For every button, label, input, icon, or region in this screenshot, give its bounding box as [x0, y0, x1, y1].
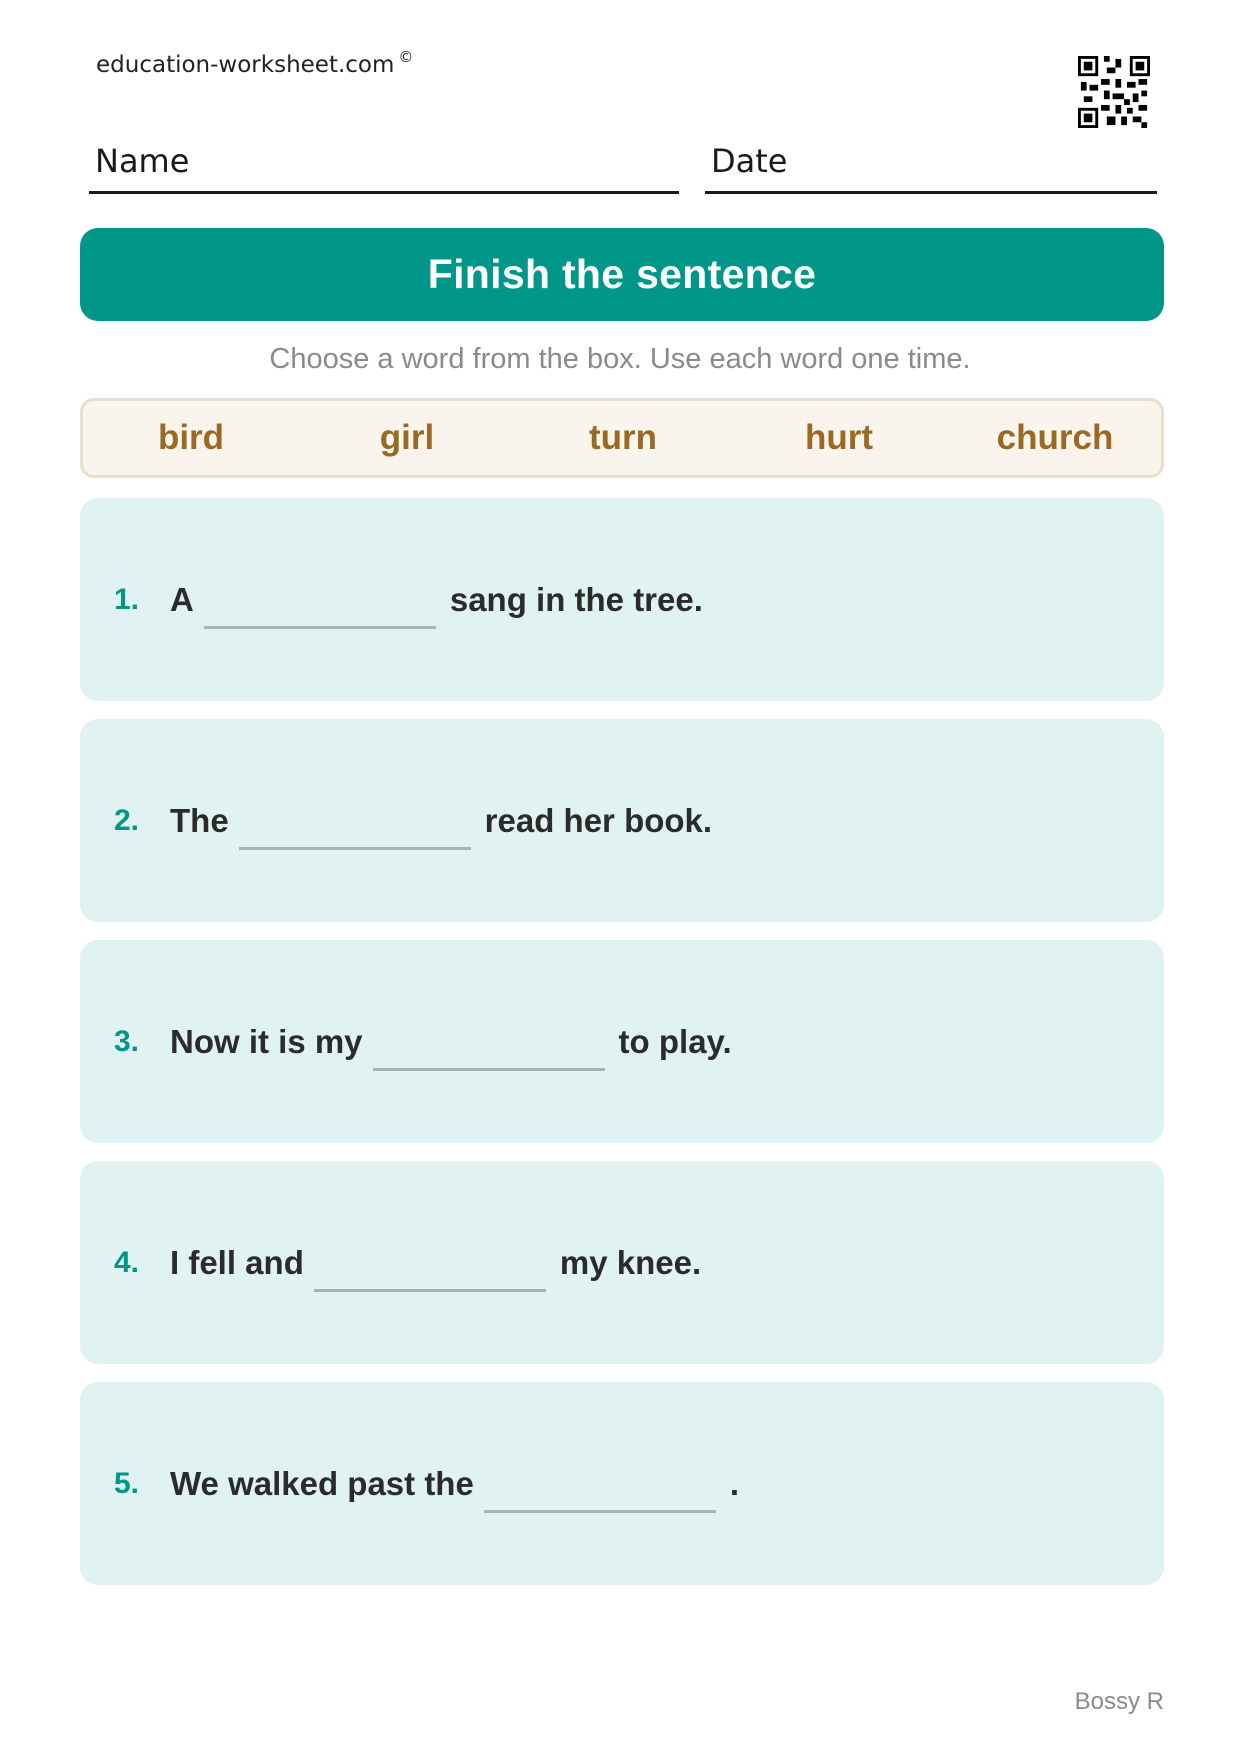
word-bank-item: turn — [588, 418, 658, 457]
site-credit — [96, 48, 413, 78]
word-bank-item: hurt — [804, 418, 874, 457]
copyright-mark: © — [398, 48, 414, 66]
qr-code-icon — [1078, 56, 1150, 128]
question-text-before: I fell and — [170, 1243, 304, 1281]
name-label: Name — [95, 142, 190, 180]
question-text-after: my knee. — [559, 1243, 702, 1281]
question-text-before: A — [170, 580, 194, 618]
answer-blank[interactable] — [239, 807, 471, 850]
question-number: 2. — [114, 803, 140, 837]
site-name: education-worksheet.com — [96, 52, 395, 78]
answer-blank[interactable] — [373, 1028, 605, 1071]
date-field[interactable] — [705, 142, 1157, 194]
question-text-after: to play. — [618, 1022, 732, 1060]
question-number: 4. — [114, 1245, 140, 1279]
question-card — [80, 940, 1164, 1143]
name-field[interactable] — [89, 142, 679, 194]
question-card — [80, 498, 1164, 701]
instructions: Choose a word from the box. Use each word one time. — [269, 343, 971, 375]
question-number: 5. — [114, 1466, 140, 1500]
question-card — [80, 1161, 1164, 1364]
question-card — [80, 1382, 1164, 1585]
word-bank-item: girl — [379, 418, 435, 457]
question-number: 1. — [114, 582, 140, 616]
question-text-after: read her book. — [484, 801, 713, 839]
question-text-before: The — [170, 801, 229, 839]
question-card — [80, 719, 1164, 922]
title-banner — [80, 228, 1164, 321]
date-label: Date — [711, 142, 788, 180]
question-text-after: sang in the tree. — [449, 580, 703, 618]
page-title: Finish the sentence — [427, 251, 817, 297]
answer-blank[interactable] — [314, 1249, 546, 1292]
answer-blank[interactable] — [484, 1470, 716, 1513]
word-bank-item: church — [996, 418, 1114, 457]
word-bank — [80, 398, 1164, 478]
question-text-before: We walked past the — [170, 1464, 474, 1502]
question-text-after: . — [729, 1464, 739, 1502]
worksheet-topic: Bossy R — [1074, 1688, 1164, 1715]
question-number: 3. — [114, 1024, 140, 1058]
answer-blank[interactable] — [204, 586, 436, 629]
word-bank-item: bird — [157, 418, 225, 457]
question-text-before: Now it is my — [170, 1022, 363, 1060]
